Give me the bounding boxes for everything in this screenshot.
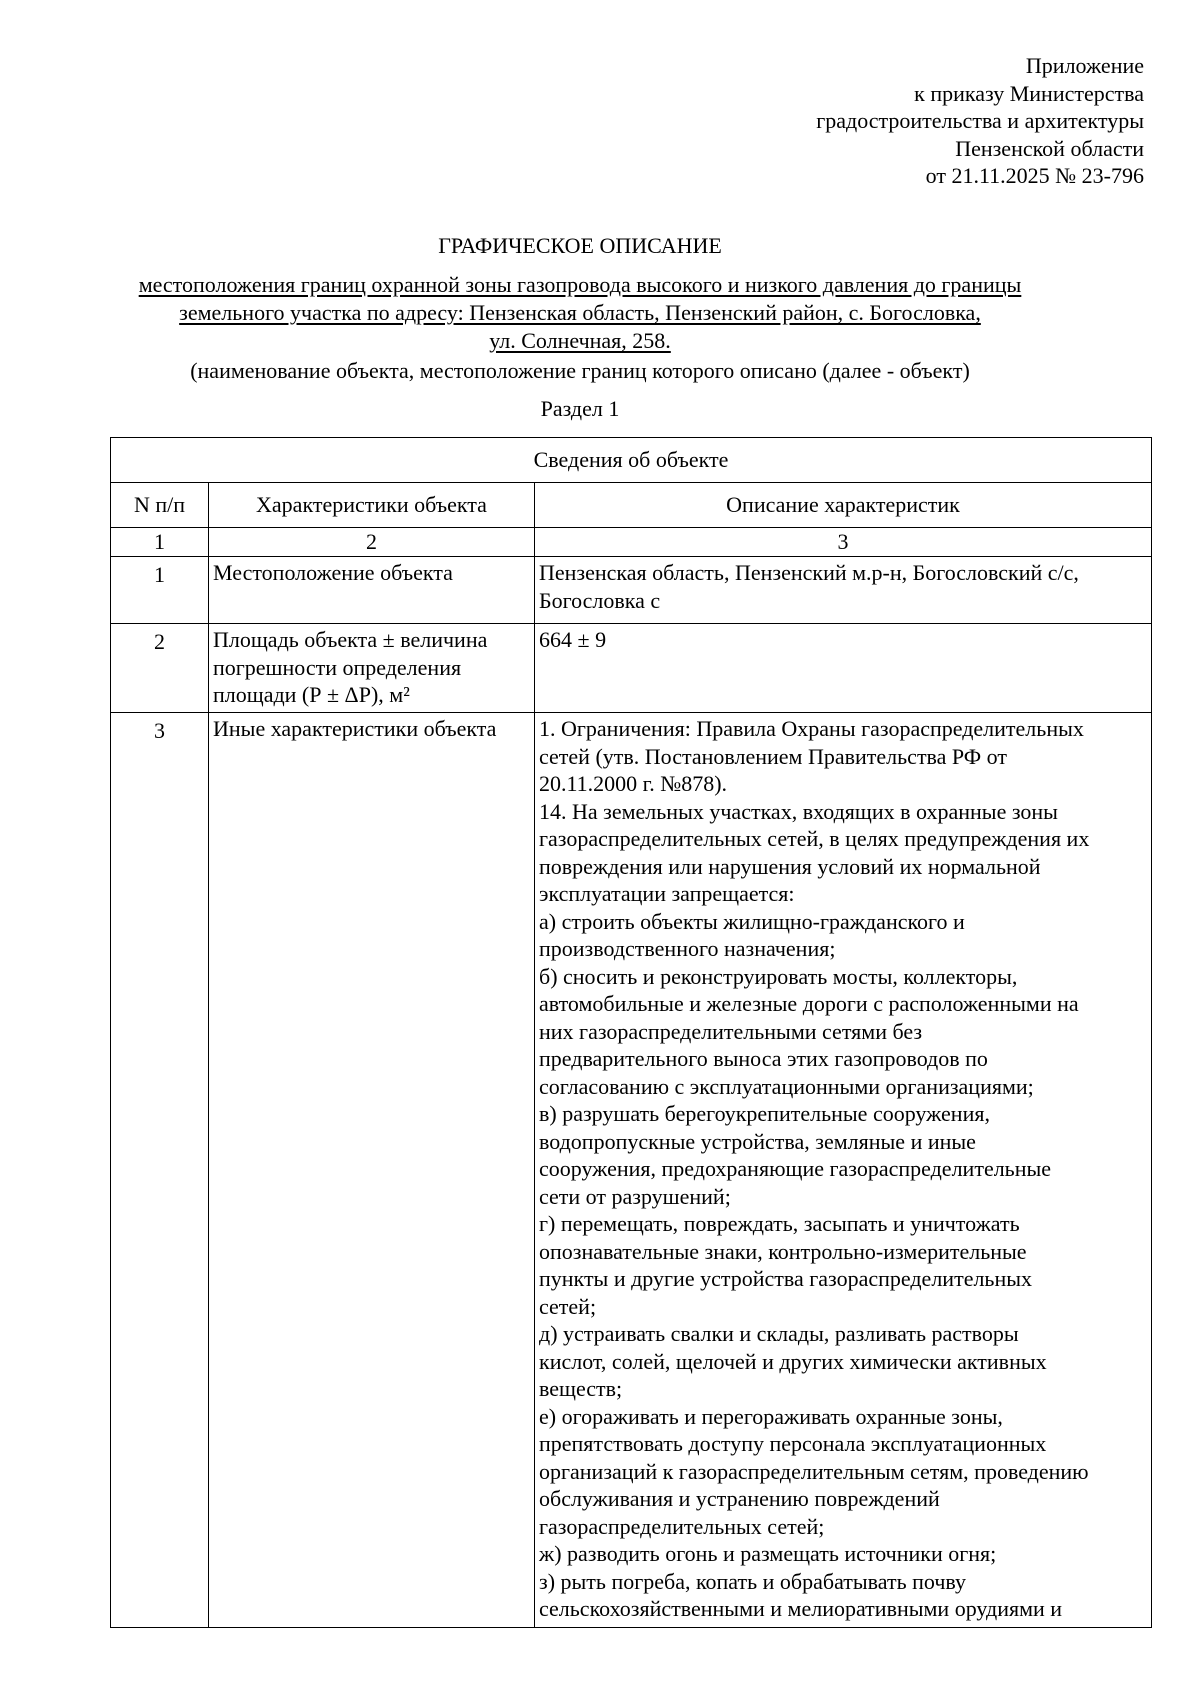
description-line: в) разрушать берегоукрепительные сооружения, (539, 1101, 990, 1126)
description-cell (535, 557, 1152, 624)
object-name-caption: (наименование объекта, местоположение границ которого описано (далее - объект) (190, 358, 970, 383)
description-line: веществ; (539, 1376, 623, 1401)
description-line: водопропускные устройства, земляные и иные (539, 1128, 976, 1154)
description-line: сетей (утв. Постановлением Правительства РФ от (539, 743, 1007, 769)
description-line: производственного назначения; (539, 936, 836, 961)
column-number-row (111, 528, 1152, 557)
description-line: эксплуатации запрещается: (539, 881, 795, 906)
section-label: Раздел 1 (540, 396, 620, 421)
description-line: кислот, солей, щелочей и других химически активных (539, 1348, 1047, 1374)
description-line: а) строить объекты жилищно-гражданского и (539, 908, 965, 934)
description-line: Пензенская область, Пензенский м.р-н, Богословский с/с, (539, 560, 1079, 585)
description-line: газораспределительных сетей; (539, 1513, 825, 1539)
characteristic-line: погрешности определения (213, 654, 462, 680)
characteristic-cell (209, 624, 535, 713)
row-number: 1 (111, 557, 209, 624)
column-number: 2 (209, 528, 535, 557)
approval-header (816, 52, 1144, 190)
object-name-text: земельного участка по адресу: Пензенская область, Пензенский район, с. Богословка, (179, 300, 981, 325)
description-line: б) сносить и реконструировать мосты, коллекторы, (539, 963, 1018, 989)
object-info-table (110, 437, 1152, 1628)
object-name-line (0, 271, 1160, 299)
column-header: Характеристики объекта (209, 483, 535, 528)
description-line: 20.11.2000 г. №878). (539, 771, 728, 796)
table-caption: Сведения об объекте (111, 438, 1152, 483)
column-number: 3 (535, 528, 1152, 557)
description-line: обслуживания и устранению повреждений (539, 1486, 940, 1511)
description-line: опознавательные знаки, контрольно-измерительные (539, 1238, 1027, 1264)
header-line: от 21.11.2025 № 23-796 (925, 163, 1144, 188)
description-line: сетей; (539, 1293, 597, 1319)
description-line: е) огораживать и перегораживать охранные зоны, (539, 1403, 1003, 1429)
description-line: автомобильные и железные дороги с расположенными на (539, 991, 1079, 1016)
object-name-block (0, 271, 1160, 385)
table-row (111, 713, 1152, 1628)
table-row (111, 624, 1152, 713)
object-name-text: ул. Солнечная, 258. (489, 328, 671, 353)
description-cell (535, 713, 1152, 1628)
characteristic-line: Местоположение объекта (213, 560, 453, 585)
description-line: ж) разводить огонь и размещать источники огня; (539, 1541, 997, 1566)
header-line: Пензенской области (955, 135, 1144, 161)
description-line: повреждения или нарушения условий их нормальной (539, 853, 1041, 879)
description-cell (535, 624, 1152, 713)
description-line: з) рыть погреба, копать и обрабатывать почву (539, 1568, 967, 1594)
description-line: согласованию с эксплуатационными организациями; (539, 1073, 1034, 1099)
description-line: газораспределительных сетей, в целях предупреждения их (539, 826, 1090, 851)
description-line: г) перемещать, повреждать, засыпать и уничтожать (539, 1211, 1020, 1236)
characteristic-cell (209, 713, 535, 1628)
description-line: пункты и другие устройства газораспределительных (539, 1266, 1033, 1291)
characteristic-cell (209, 557, 535, 624)
column-number: 1 (111, 528, 209, 557)
description-line: Богословка с (539, 587, 661, 613)
header-line: Приложение (1025, 53, 1144, 78)
table-header-row (111, 483, 1152, 528)
description-line: сооружения, предохраняющие газораспределительные (539, 1156, 1052, 1181)
document-title: ГРАФИЧЕСКОЕ ОПИСАНИЕ (438, 233, 722, 258)
table-row (111, 557, 1152, 624)
characteristic-line: Площадь объекта ± величина (213, 627, 488, 652)
column-header: Описание характеристик (535, 483, 1152, 528)
description-line: них газораспределительными сетями без (539, 1018, 923, 1044)
characteristic-line: Иные характеристики объекта (213, 716, 497, 741)
description-line: препятствовать доступу персонала эксплуатационных (539, 1431, 1047, 1456)
object-name-text: местоположения границ охранной зоны газопровода высокого и низкого давления до границы (138, 272, 1022, 297)
description-line: 1. Ограничения: Правила Охраны газораспределительных (539, 716, 1084, 741)
description-line: 664 ± 9 (539, 627, 607, 652)
description-line: д) устраивать свалки и склады, разливать растворы (539, 1321, 1019, 1346)
column-header: N п/п (111, 483, 209, 528)
characteristic-line: площади (Р ± ΔР), м² (213, 682, 410, 707)
description-line: организаций к газораспределительным сетям, проведению (539, 1458, 1089, 1484)
header-line: к приказу Министерства (914, 80, 1144, 106)
description-line: сельскохозяйственными и мелиоративными орудиями и (539, 1596, 1063, 1621)
description-line: сети от разрушений; (539, 1183, 731, 1209)
table-caption-row (111, 438, 1152, 483)
description-line: предварительного выноса этих газопроводов по (539, 1046, 988, 1071)
row-number: 3 (111, 713, 209, 1628)
header-line: градостроительства и архитектуры (816, 108, 1144, 133)
object-name-line (0, 299, 1160, 327)
row-number: 2 (111, 624, 209, 713)
object-name-line (0, 327, 1160, 355)
description-line: 14. На земельных участках, входящих в охранные зоны (539, 798, 1058, 824)
